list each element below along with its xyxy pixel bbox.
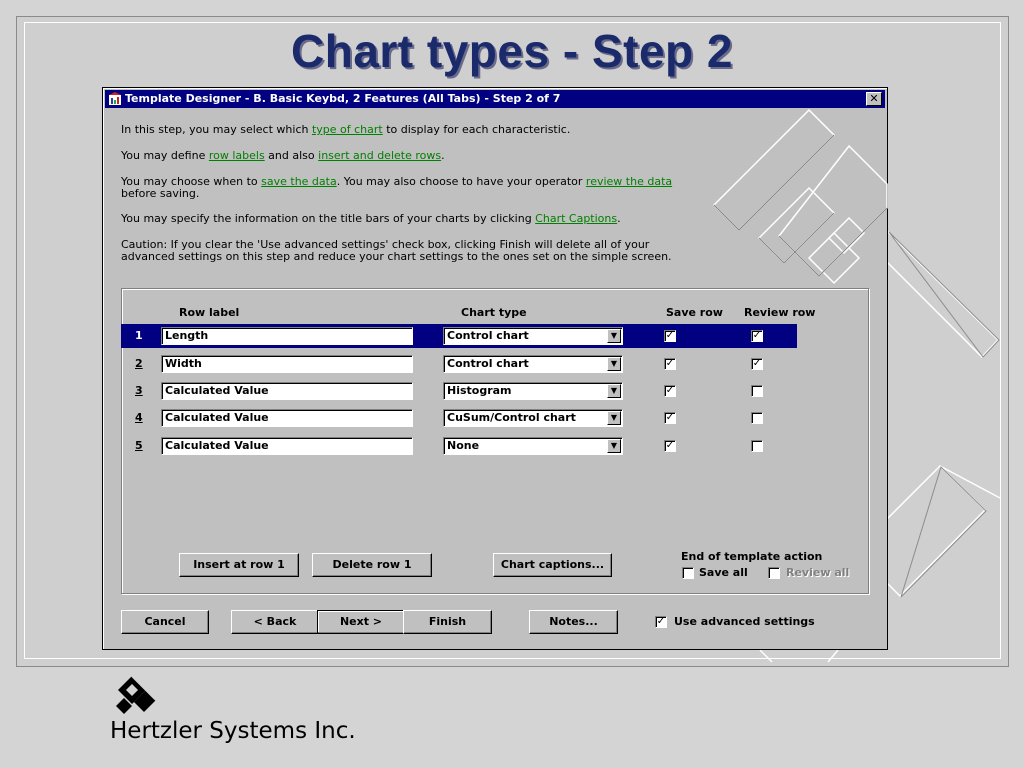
- save-row-checkbox[interactable]: ✓: [665, 330, 675, 341]
- caution-text-line2: advanced settings on this step and reduce your chart settings to the ones set on the simple screen.: [121, 250, 672, 263]
- save-the-data-link[interactable]: save the data: [261, 175, 337, 188]
- insert-row-button[interactable]: Insert at row 1: [179, 553, 299, 577]
- review-the-data-link[interactable]: review the data: [585, 175, 673, 188]
- next-button[interactable]: Next >: [317, 610, 405, 634]
- chevron-down-icon[interactable]: ▼: [607, 439, 621, 453]
- chevron-down-icon[interactable]: ▼: [607, 329, 621, 343]
- use-advanced-settings-label[interactable]: Use advanced settings: [674, 615, 815, 628]
- header-save-row: Save row: [666, 306, 723, 319]
- info-paragraph-1: [121, 124, 701, 136]
- chart-type-value: CuSum/Control chart: [447, 411, 576, 424]
- table-row[interactable]: [121, 324, 797, 348]
- save-row-checkbox[interactable]: ✓: [665, 440, 675, 451]
- header-row-label: Row label: [179, 306, 240, 319]
- dialog-decoration: [699, 108, 889, 298]
- cancel-button[interactable]: Cancel: [121, 610, 209, 634]
- table-row[interactable]: [121, 379, 797, 403]
- notes-button[interactable]: Notes...: [529, 610, 618, 634]
- chevron-down-icon[interactable]: ▼: [607, 357, 621, 371]
- info-text: You may specify the information on the title bars of your charts by clicking: [121, 212, 536, 225]
- row-number: 5: [135, 439, 143, 452]
- app-icon: [108, 92, 122, 106]
- info-text: .: [617, 212, 621, 225]
- header-chart-type: Chart type: [461, 306, 527, 319]
- row-label-input[interactable]: Calculated Value: [161, 382, 413, 400]
- row-number: 1: [135, 329, 143, 342]
- table-row[interactable]: [121, 434, 797, 458]
- close-button[interactable]: [866, 92, 882, 106]
- end-action-label: End of template action: [681, 550, 823, 563]
- chevron-down-icon[interactable]: ▼: [607, 411, 621, 425]
- save-row-checkbox[interactable]: ✓: [665, 358, 675, 369]
- info-text: before saving.: [121, 187, 200, 200]
- table-row[interactable]: [121, 352, 797, 376]
- chart-type-value: Histogram: [447, 384, 512, 397]
- chart-type-select[interactable]: [443, 437, 623, 455]
- review-all-checkbox: [768, 567, 780, 579]
- save-row-checkbox[interactable]: ✓: [665, 385, 675, 396]
- chart-captions-button[interactable]: Chart captions...: [493, 553, 612, 577]
- finish-button[interactable]: Finish: [403, 610, 492, 634]
- chart-type-value: None: [447, 439, 480, 452]
- review-row-checkbox[interactable]: [751, 385, 763, 397]
- save-all-checkbox[interactable]: [682, 567, 694, 579]
- info-paragraph-2: [121, 150, 701, 162]
- review-row-checkbox[interactable]: [751, 412, 763, 424]
- info-text: In this step, you may select which: [121, 123, 312, 136]
- chart-type-value: Control chart: [447, 357, 529, 370]
- row-number: 3: [135, 384, 143, 397]
- company-name: Hertzler Systems Inc.: [110, 718, 356, 744]
- row-labels-link[interactable]: row labels: [208, 149, 265, 162]
- chart-type-select[interactable]: [443, 382, 623, 400]
- info-text: to display for each characteristic.: [382, 123, 571, 136]
- insert-delete-rows-link[interactable]: insert and delete rows: [318, 149, 442, 162]
- back-button[interactable]: < Back: [231, 610, 319, 634]
- review-row-checkbox[interactable]: ✓: [752, 330, 762, 341]
- row-label-input[interactable]: Calculated Value: [161, 409, 413, 427]
- info-text: You may define: [121, 149, 209, 162]
- save-row-checkbox[interactable]: ✓: [665, 412, 675, 423]
- save-all-label[interactable]: Save all: [699, 566, 748, 579]
- header-review-row: Review row: [744, 306, 816, 319]
- type-of-chart-link[interactable]: type of chart: [311, 123, 383, 136]
- dialog-titlebar[interactable]: [105, 90, 885, 108]
- row-label-input[interactable]: Width: [161, 355, 413, 373]
- caution-paragraph: [121, 239, 701, 263]
- row-number: 2: [135, 357, 143, 370]
- dialog-title: Template Designer - B. Basic Keybd, 2 Features (All Tabs) - Step 2 of 7: [125, 92, 561, 105]
- row-label-input[interactable]: Length: [161, 327, 413, 345]
- template-designer-dialog: [102, 87, 888, 650]
- review-all-label: Review all: [786, 566, 850, 579]
- chart-type-select[interactable]: [443, 355, 623, 373]
- chart-type-select[interactable]: [443, 327, 623, 345]
- review-row-checkbox[interactable]: [751, 440, 763, 452]
- info-text: You may choose when to: [121, 175, 262, 188]
- chart-captions-link[interactable]: Chart Captions: [535, 212, 618, 225]
- review-row-checkbox[interactable]: ✓: [752, 358, 762, 369]
- row-number: 4: [135, 411, 143, 424]
- chevron-down-icon[interactable]: ▼: [607, 384, 621, 398]
- info-text: . You may also choose to have your operator: [336, 175, 586, 188]
- row-label-input[interactable]: Calculated Value: [161, 437, 413, 455]
- chart-type-select[interactable]: [443, 409, 623, 427]
- info-text: .: [441, 149, 445, 162]
- table-row[interactable]: [121, 406, 797, 430]
- info-paragraph-4: [121, 213, 701, 225]
- info-text: and also: [264, 149, 319, 162]
- use-advanced-settings-checkbox[interactable]: ✓: [656, 616, 666, 627]
- slide-title: Chart types - Step 2: [291, 25, 733, 77]
- hertzler-logo-icon: [110, 676, 158, 718]
- caution-text-line1: Caution: If you clear the 'Use advanced settings' check box, clicking Finish will delete all of your: [121, 238, 650, 251]
- close-icon: ✕: [869, 92, 879, 105]
- chart-type-value: Control chart: [447, 329, 529, 342]
- info-paragraph-3: [121, 176, 701, 200]
- delete-row-button[interactable]: Delete row 1: [312, 553, 432, 577]
